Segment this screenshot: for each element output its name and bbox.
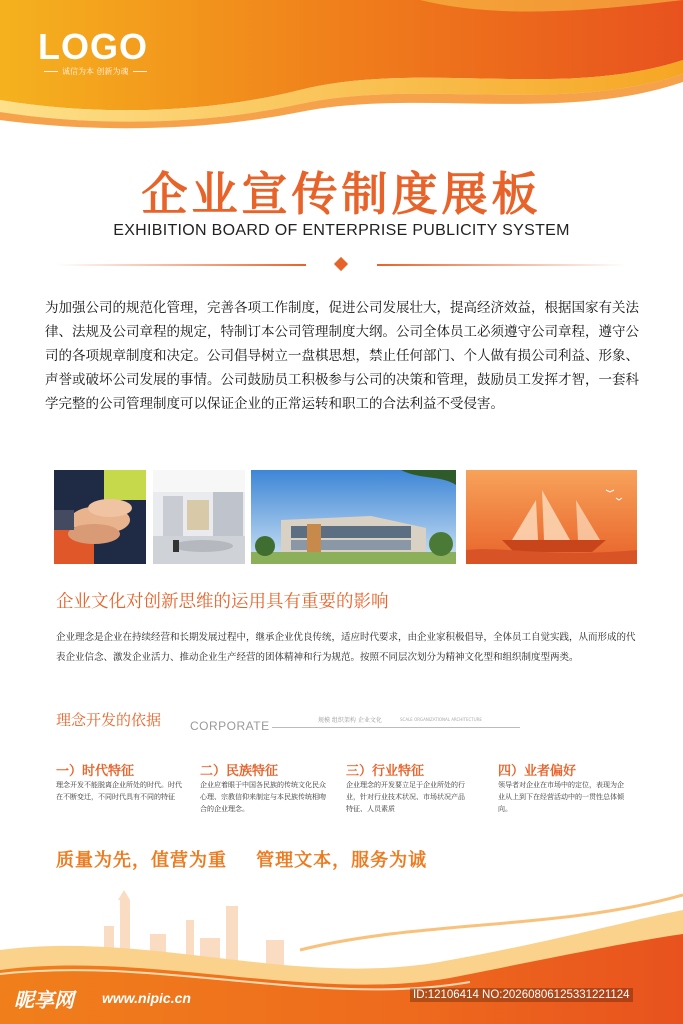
section-paragraph: 企业理念是企业在持续经营和长期发展过程中，继承企业优良传统，适应时代要求，由企业家积极倡导，全体员工自觉实践，从而形成的代表企业信念、激发企业活力、推动企业生产经营的团体精神和行为规范。按照不同层次划分为精神文化型和组织制度型两类。 [56, 632, 636, 663]
watermark-site: 昵享网 [14, 988, 74, 1012]
page-subtitle: EXHIBITION BOARD OF ENTERPRISE PUBLICITY SYSTEM [113, 222, 570, 239]
feature-text-1: 理念开发不能脱离企业所处的时代。时代在不断变迁，不同时代具有不同的特征 [56, 781, 182, 801]
corporate-tags-small: SCALE ORGANIZATIONAL ARCHITECTURE [400, 717, 482, 722]
feature-text-3: 企业理念的开发要立足于企业所处的行业，针对行业技术状况、市场状况产品特征、人员素质 [346, 781, 465, 813]
divider-diamond-icon [334, 257, 348, 271]
corporate-tags: 规模 组织架构 企业文化 [318, 717, 382, 724]
corporate-label: CORPORATE [190, 719, 270, 733]
motto: 质量为先，值营为重 管理文本，服务为诚 [56, 850, 428, 871]
feature-heading-3: 三）行业特征 [346, 764, 425, 779]
intro-paragraph: 为加强公司的规范化管理，完善各项工作制度，促进公司发展壮大，提高经济效益，根据国家有关法律、法规及公司章程的规定，特制订本公司管理制度大纲。公司全体员工必须遵守公司章程，遵守公司的各项规章制度和决定。公司倡导树立一盘棋思想，禁止任何部门、个人做有损公司利益、形象、声誉或破坏公司发展的事情。公司鼓励员工积极参与公司的决策和管理，鼓励员工发挥才智，一套科学完整的公司管理制度可以保证企业的正常运转和职工的合法利益不受侵害。 [45, 300, 639, 412]
feature-text-2: 企业应着眼于中国各民族的传统文化民众心理、宗教信仰来制定与本民族传统相吻合的企业理念。 [200, 781, 326, 813]
section-title: 企业文化对创新思维的运用具有重要的影响 [56, 592, 389, 612]
divider-left [56, 264, 306, 266]
divider-right [377, 264, 627, 266]
logo-slogan: 诚信为本 创新为魂 [40, 66, 151, 77]
watermark-url: www.nipic.cn [102, 990, 191, 1006]
basis-title: 理念开发的依据 [56, 711, 162, 729]
sailing-ship-photo [466, 470, 637, 564]
watermark-id: ID:12106414 NO:20260806125331221124 [410, 988, 633, 1002]
teamwork-hands-photo [54, 470, 146, 564]
office-interior-photo [153, 470, 245, 564]
logo: LOGO [38, 26, 148, 67]
feature-heading-4: 四）业者偏好 [498, 764, 577, 779]
corporate-line [272, 727, 520, 728]
feature-text-4: 领导者对企业在市场中的定位，表现为企业从上到下在经营活动中的一贯性总体倾向。 [498, 781, 624, 813]
feature-heading-2: 二）民族特征 [200, 764, 279, 779]
feature-heading-1: 一）时代特征 [56, 764, 135, 779]
office-building-photo [251, 470, 456, 564]
page-title: 企业宣传制度展板 [141, 167, 542, 221]
